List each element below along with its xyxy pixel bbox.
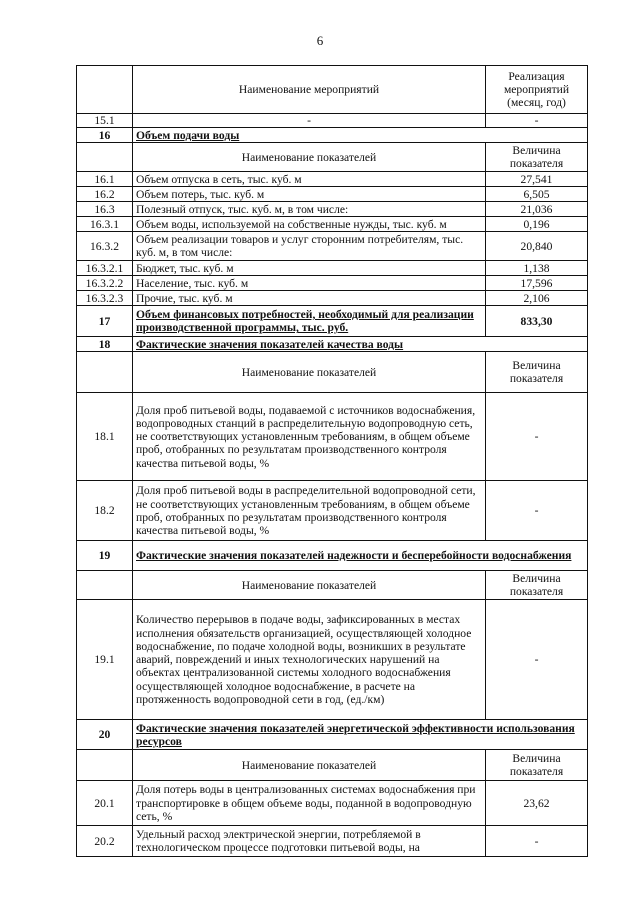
table-row xyxy=(77,393,588,481)
section-header xyxy=(77,720,588,750)
row-value: 23,62 xyxy=(486,781,588,826)
header-realization-cell: Реализация мероприятий (месяц, год) xyxy=(486,66,588,114)
row-text: Объем реализации товаров и услуг сторонним потребителям, тыс. куб. м, в том числе: xyxy=(133,232,486,261)
header-num-cell xyxy=(77,66,133,114)
subheader-row xyxy=(77,143,588,172)
subheader-name-cell: Наименование показателей xyxy=(133,352,486,393)
table-row xyxy=(77,261,588,276)
subheader-name-cell: Наименование показателей xyxy=(133,750,486,781)
row-text: Объем отпуска в сеть, тыс. куб. м xyxy=(133,172,486,187)
row-text: Удельный расход электрической энергии, потребляемой в технологическом процессе подготовки питьевой воды, на xyxy=(133,826,486,857)
table-row xyxy=(77,172,588,187)
section-header xyxy=(77,306,588,337)
row-number: 16.3.1 xyxy=(77,217,133,232)
section-title: Объем финансовых потребностей, необходимый для реализации производственной программы, тыс. руб. xyxy=(133,306,486,337)
row-value: - xyxy=(486,114,588,128)
row-text: Доля проб питьевой воды в распределительной водопроводной сети, не соответствующих установленным требованиям, в общем объеме проб, отобранных по результатам производственного контроля качества питьевой воды, % xyxy=(133,481,486,541)
section-title: Фактические значения показателей качества воды xyxy=(133,337,588,352)
subheader-row xyxy=(77,750,588,781)
subheader-name-cell: Наименование показателей xyxy=(133,571,486,600)
row-number: 18.1 xyxy=(77,393,133,481)
row-number: 16.3.2 xyxy=(77,232,133,261)
table-row xyxy=(77,114,588,128)
row-number: 16.3.2.3 xyxy=(77,291,133,306)
subheader-num-cell xyxy=(77,352,133,393)
row-text: Доля потерь воды в централизованных системах водоснабжения при транспортировке в общем объеме воды, поданной в водопроводную сеть, % xyxy=(133,781,486,826)
row-value: - xyxy=(486,600,588,720)
row-value: 20,840 xyxy=(486,232,588,261)
subheader-row xyxy=(77,352,588,393)
row-value: 2,106 xyxy=(486,291,588,306)
table-row xyxy=(77,481,588,541)
row-number: 16.2 xyxy=(77,187,133,202)
subheader-num-cell xyxy=(77,143,133,172)
section-title: Фактические значения показателей энергетической эффективности использования ресурсов xyxy=(133,720,588,750)
section-header xyxy=(77,128,588,143)
table-row xyxy=(77,781,588,826)
row-number: 20.2 xyxy=(77,826,133,857)
row-number: 19.1 xyxy=(77,600,133,720)
row-value: 17,596 xyxy=(486,276,588,291)
row-number: 15.1 xyxy=(77,114,133,128)
subheader-value-cell: Величина показателя xyxy=(486,750,588,781)
table-row xyxy=(77,600,588,720)
row-text: Количество перерывов в подаче воды, зафиксированных в местах исполнения обязательств организацией, осуществляющей холодное водоснабжение, по подаче холодной воды, возникших в результате аварий, повреждений и иных технологических нарушений на объектах централизованной системы холодного водоснабжения осуществляющей холодное водоснабжение, в расчете на протяженность водопроводной сети в год, (ед./км) xyxy=(133,600,486,720)
section-title: Объем подачи воды xyxy=(133,128,588,143)
table-row xyxy=(77,187,588,202)
row-text: Прочие, тыс. куб. м xyxy=(133,291,486,306)
row-number: 16.3 xyxy=(77,202,133,217)
section-title: Фактические значения показателей надежности и бесперебойности водоснабжения xyxy=(133,541,588,571)
subheader-row xyxy=(77,571,588,600)
table-row xyxy=(77,232,588,261)
table-row xyxy=(77,826,588,857)
subheader-name-cell: Наименование показателей xyxy=(133,143,486,172)
header-name-cell: Наименование мероприятий xyxy=(133,66,486,114)
section-header xyxy=(77,337,588,352)
subheader-value-cell: Величина показателя xyxy=(486,352,588,393)
table-row xyxy=(77,276,588,291)
section-number: 19 xyxy=(77,541,133,571)
table-row xyxy=(77,217,588,232)
section-value: 833,30 xyxy=(486,306,588,337)
section-number: 20 xyxy=(77,720,133,750)
subheader-value-cell: Величина показателя xyxy=(486,571,588,600)
row-value: 27,541 xyxy=(486,172,588,187)
row-number: 16.3.2.2 xyxy=(77,276,133,291)
table-row xyxy=(77,291,588,306)
row-text: Доля проб питьевой воды, подаваемой с источников водоснабжения, водопроводных станций в распределительную водопроводную сеть, не соответствующих установленным требованиям, в общем объеме проб, отобранных по результатам производственного контроля качества питьевой воды, % xyxy=(133,393,486,481)
section-number: 17 xyxy=(77,306,133,337)
subheader-num-cell xyxy=(77,750,133,781)
section-number: 18 xyxy=(77,337,133,352)
row-value: 1,138 xyxy=(486,261,588,276)
row-number: 20.1 xyxy=(77,781,133,826)
table-row xyxy=(77,202,588,217)
row-number: 16.3.2.1 xyxy=(77,261,133,276)
section-header xyxy=(77,541,588,571)
row-text: Объем воды, используемой на собственные нужды, тыс. куб. м xyxy=(133,217,486,232)
row-value: 0,196 xyxy=(486,217,588,232)
row-text: Объем потерь, тыс. куб. м xyxy=(133,187,486,202)
row-text: Полезный отпуск, тыс. куб. м, в том числе: xyxy=(133,202,486,217)
row-value: - xyxy=(486,481,588,541)
row-text: Население, тыс. куб. м xyxy=(133,276,486,291)
row-value: - xyxy=(486,826,588,857)
section-number: 16 xyxy=(77,128,133,143)
row-text: Бюджет, тыс. куб. м xyxy=(133,261,486,276)
page-number: 6 xyxy=(316,33,324,48)
subheader-num-cell xyxy=(77,571,133,600)
program-table xyxy=(76,65,588,857)
row-value: 6,505 xyxy=(486,187,588,202)
row-value: 21,036 xyxy=(486,202,588,217)
row-number: 16.1 xyxy=(77,172,133,187)
subheader-value-cell: Величина показателя xyxy=(486,143,588,172)
row-text: - xyxy=(133,114,486,128)
row-number: 18.2 xyxy=(77,481,133,541)
header-row xyxy=(77,66,588,114)
row-value: - xyxy=(486,393,588,481)
